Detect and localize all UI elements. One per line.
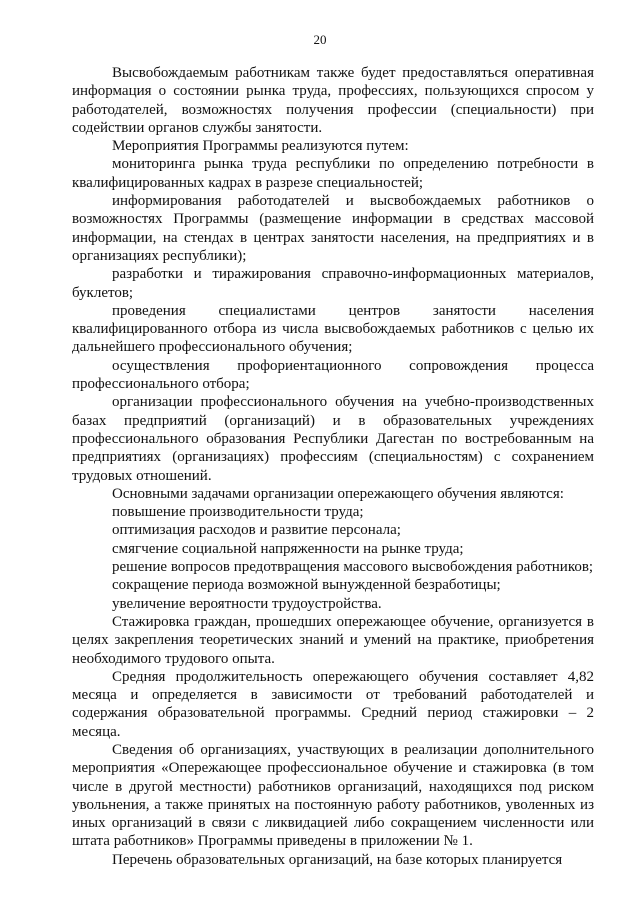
paragraph-2: Мероприятия Программы реализуются путем:	[112, 138, 409, 155]
paragraph-19: Перечень образовательных организаций, на базе которых планируется	[112, 851, 563, 868]
page-number: 20	[313, 32, 327, 47]
paragraph-4: информирования работодателей и высвобождаемых работников о возможностях Программы (размещение информации в средствах массовой информации, на стендах в центрах занятости населения, на предприятиях и в организациях республики);	[72, 193, 594, 264]
paragraph-5: разработки и тиражирования справочно-информационных материалов, буклетов;	[72, 266, 594, 301]
paragraph-7: осуществления профориентационного сопровождения процесса профессионального отбора;	[72, 357, 594, 393]
paragraph-11: оптимизация расходов и развитие персонала;	[112, 522, 401, 539]
paragraph-17: Средняя продолжительность опережающего обучения составляет 4,82 месяца и определяется в зависимости от требований работодателей и содержания образовательной программы. Средний период стажировки – 2 месяца.	[72, 668, 594, 740]
paragraph-1: Высвобождаемым работникам также будет предоставляться оперативная информация о состоянии рынка труда, профессиях, пользующихся спросом у работодателей, возможностях получения профессии (специальности) при содействии органов службы занятости.	[72, 65, 594, 136]
paragraph-3: мониторинга рынка труда республики по определению потребности в квалифицированных кадрах в разрезе специальностей;	[72, 156, 594, 191]
paragraph-6: проведения специалистами центров занятости населения квалифицированного отбора из числа высвобождаемых работников с целью их дальнейшего профессионального обучения;	[72, 302, 594, 356]
document-body	[72, 64, 594, 869]
paragraph-18: Сведения об организациях, участвующих в реализации дополнительного мероприятия «Опережающее профессиональное обучение и стажировка (в том числе в другой местности) работников организаций, находящихся под риском увольнения, а также принятых на постоянную работу работников, уволенных из иных организаций в связи с ликвидацией либо сокращением численности или штата работников» Программы приведены в приложении № 1.	[72, 741, 594, 850]
paragraph-12: смягчение социальной напряженности на рынке труда;	[112, 540, 464, 557]
paragraph-15: увеличение вероятности трудоустройства.	[112, 595, 382, 612]
paragraph-10: повышение производительности труда;	[112, 504, 364, 521]
paragraph-16: Стажировка граждан, прошедших опережающее обучение, организуется в целях закрепления теоретических знаний и умений на практике, приобретения необходимого трудового опыта.	[72, 613, 594, 667]
paragraph-8: организации профессионального обучения на учебно-производственных базах предприятий (организаций) и в образовательных учреждениях профессионального образования Республики Дагестан по востребованным на предприятиях (организациях) профессиям (специальностям) с сохранением трудовых отношений.	[72, 394, 594, 484]
paragraph-9: Основными задачами организации опережающего обучения являются:	[112, 485, 564, 502]
paragraph-14: сокращение периода возможной вынужденной безработицы;	[112, 577, 501, 594]
paragraph-13: решение вопросов предотвращения массового высвобождения работников;	[112, 559, 594, 576]
